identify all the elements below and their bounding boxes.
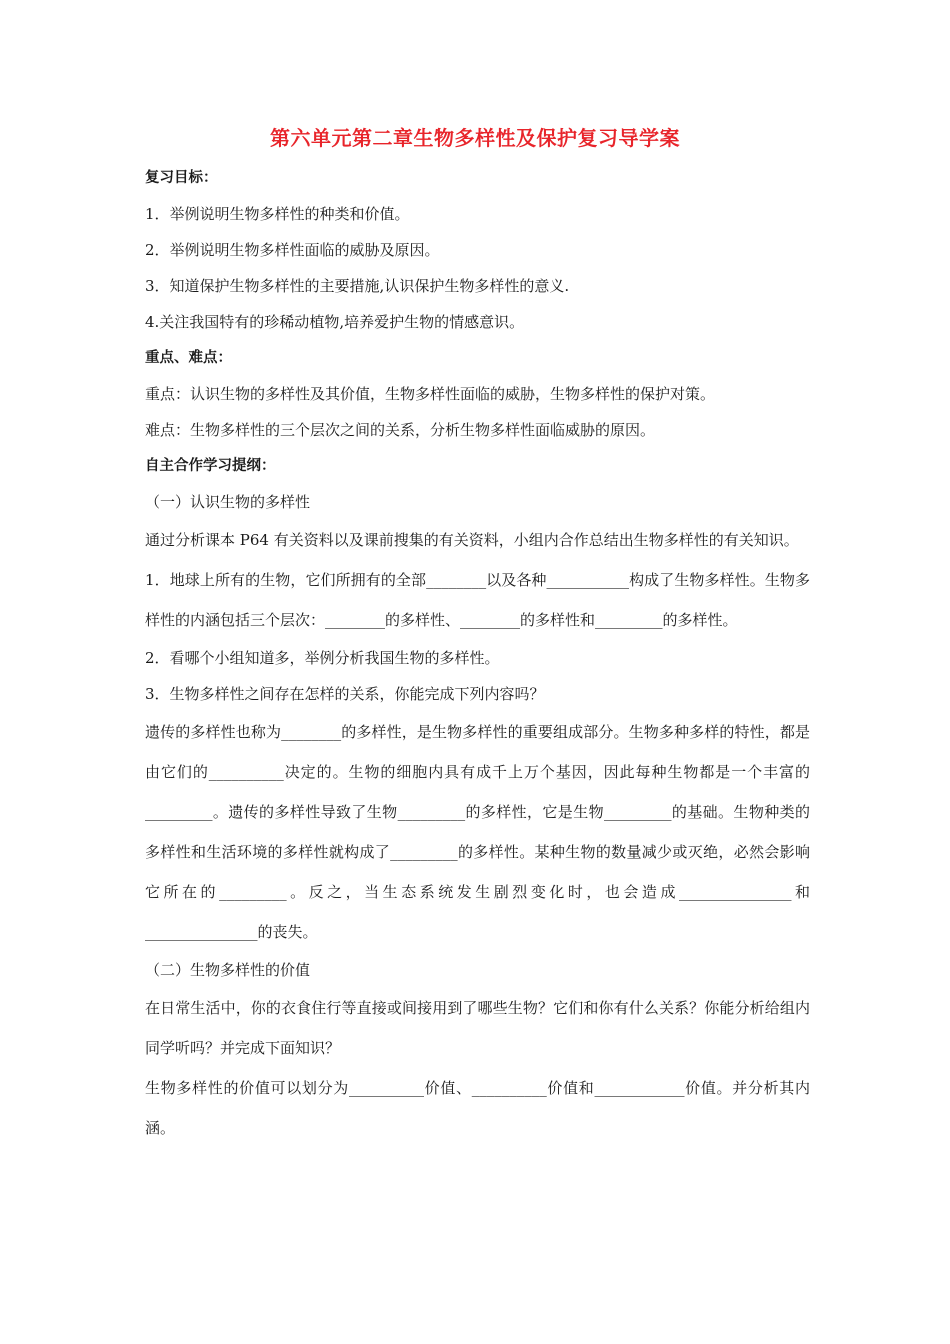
question-item: 2．看哪个小组知道多，举例分析我国生物的多样性。 bbox=[145, 649, 500, 667]
goal-item: 1．举例说明生物多样性的种类和价值。 bbox=[145, 205, 410, 223]
goal-item: 3．知道保护生物多样性的主要措施,认识保护生物多样性的意义. bbox=[145, 277, 570, 295]
paragraph: 在日常生活中，你的衣食住行等直接或间接用到了哪些生物？它们和你有什么关系？你能分析给组内同学听吗？并完成下面知识？ bbox=[145, 999, 810, 1057]
document-body bbox=[145, 160, 810, 1148]
question-item: 3．生物多样性之间存在怎样的关系，你能完成下列内容吗？ bbox=[145, 685, 545, 703]
fill-in-paragraph: 遗传的多样性也称为________的多样性，是生物多样性的重要组成部分。生物多种多样的特性，都是由它们的__________决定的。生物的细胞内具有成千上万个基因，因此每种生物都是一个丰富的_________。遗传的多样性导致了生物_________的多样性，它是生物_________的基础。生物种类的多样性和生活环境的多样性就构成了_________的多样性。某种生物的数量减少或灭绝，必然会影响它所在的_________。反之，当生态系统发生剧烈变化时，也会造成_______________和_______________的丧失。 bbox=[145, 723, 810, 941]
difficulty-text: 难点：生物多样性的三个层次之间的关系，分析生物多样性面临威胁的原因。 bbox=[145, 421, 656, 439]
section-heading-outline: 自主合作学习提纲： bbox=[145, 458, 276, 474]
fill-in-paragraph: 生物多样性的价值可以划分为__________价值、__________价值和____________价值。并分析其内涵。 bbox=[145, 1079, 810, 1137]
question-item: 1．地球上所有的生物，它们所拥有的全部________以及各种___________构成了生物多样性。生物多样性的内涵包括三个层次：________的多样性、________的多样性和_________的多样性。 bbox=[145, 571, 810, 629]
section-heading-key-points: 重点、难点： bbox=[145, 350, 232, 366]
section-heading-goals: 复习目标： bbox=[145, 170, 218, 186]
goal-item: 4.关注我国特有的珍稀动植物,培养爱护生物的情感意识。 bbox=[145, 313, 525, 331]
goal-item: 2．举例说明生物多样性面临的威胁及原因。 bbox=[145, 241, 440, 259]
document-title: 第六单元第二章生物多样性及保护复习导学案 bbox=[270, 126, 680, 150]
subsection-heading: （一）认识生物的多样性 bbox=[145, 493, 311, 511]
key-point-text: 重点：认识生物的多样性及其价值，生物多样性面临的威胁，生物多样性的保护对策。 bbox=[145, 385, 716, 403]
paragraph: 通过分析课本 P64 有关资料以及课前搜集的有关资料，小组内合作总结出生物多样性的有关知识。 bbox=[145, 531, 799, 549]
subsection-heading: （二）生物多样性的价值 bbox=[145, 961, 311, 979]
